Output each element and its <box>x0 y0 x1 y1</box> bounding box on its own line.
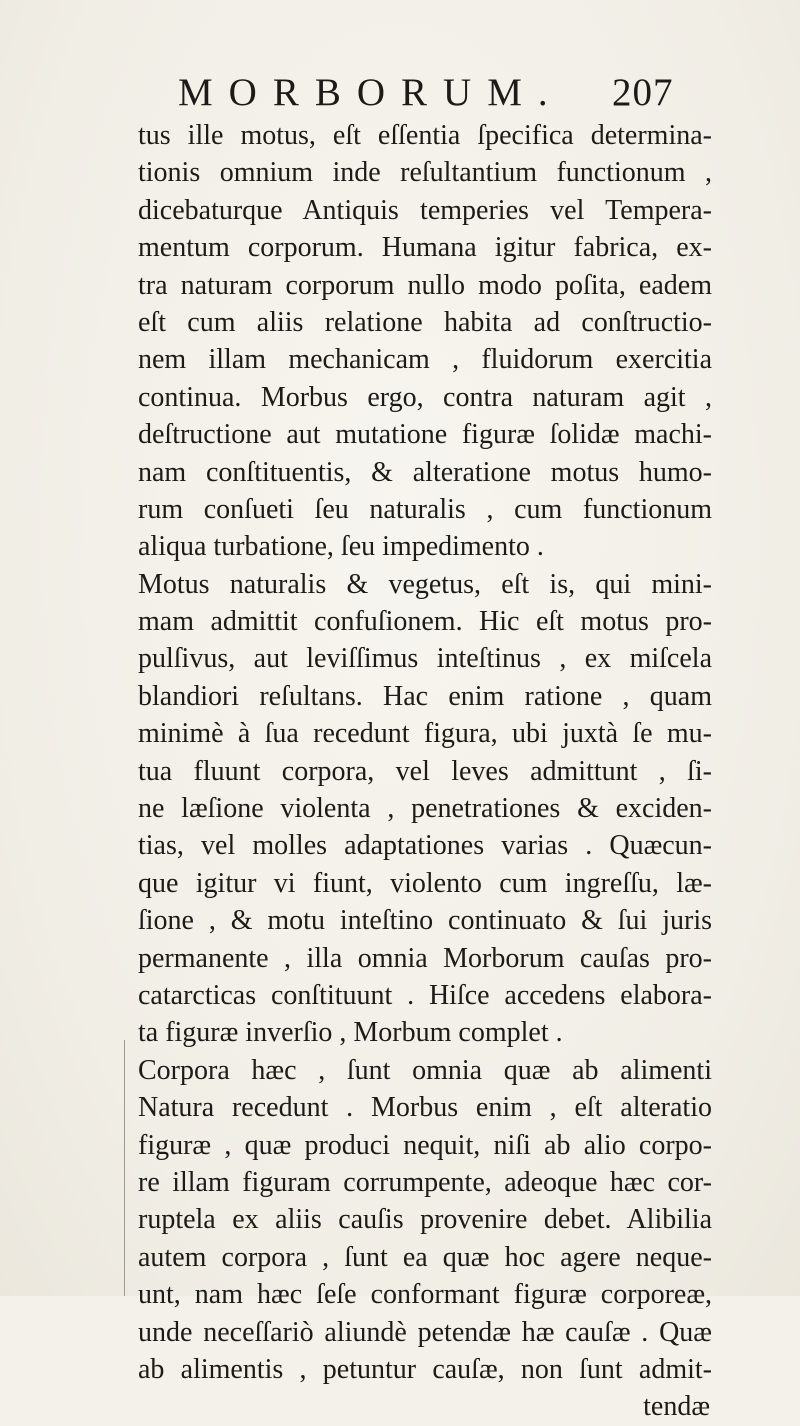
text-line: mam admittit confuſionem. Hic eſt motus pro- <box>138 606 712 638</box>
text-line: catarcticas conſtituunt . Hiſce accedens elabora- <box>138 979 712 1011</box>
text-line: tionis omnium inde reſultantium functionum , <box>138 157 712 189</box>
text-line: Natura recedunt . Morbus enim , eſt alteratio <box>138 1092 712 1124</box>
text-line: blandiori reſultans. Hac enim ratione , quam <box>138 680 712 712</box>
text-line: continua. Morbus ergo, contra naturam agit , <box>138 381 712 413</box>
text-line: eſt cum aliis relatione habita ad conſtructio- <box>138 306 712 338</box>
text-line: autem corpora , ſunt ea quæ hoc agere neque- <box>138 1241 712 1273</box>
text-line: que igitur vi fiunt, violento cum ingreſſu, læ- <box>138 867 712 899</box>
text-line: mentum corporum. Humana igitur fabrica, ex- <box>138 232 712 264</box>
text-line: permanente , illa omnia Morborum cauſas pro- <box>138 942 712 974</box>
text-line: ta figuræ inverſio , Morbum complet . <box>138 1017 563 1049</box>
text-line: aliqua turbatione, ſeu impedimento . <box>138 531 544 563</box>
text-line: deſtructione aut mutatione figuræ ſolidæ machi- <box>138 419 712 451</box>
text-line: tra naturam corporum nullo modo poſita, eadem <box>138 269 712 301</box>
text-line: tus ille motus, eſt eſſentia ſpecifica determina- <box>138 120 712 151</box>
gutter-shadow-line <box>124 1040 125 1296</box>
catchword: tendæ <box>643 1391 710 1423</box>
text-line: ſione , & motu inteſtino continuato & ſui juris <box>138 905 712 937</box>
body-text <box>138 117 712 1426</box>
text-line: ab alimentis , petuntur cauſæ, non ſunt admit- <box>138 1353 712 1385</box>
text-line: ruptela ex aliis cauſis provenire debet. Alibilia <box>138 1204 712 1236</box>
text-line: rum conſueti ſeu naturalis , cum functionum <box>138 493 712 525</box>
text-line: tias, vel molles adaptationes varias . Quæcun- <box>138 830 712 862</box>
text-line: Motus naturalis & vegetus, eſt is, qui mini- <box>138 568 712 600</box>
running-head <box>0 68 800 118</box>
text-line: pulſivus, aut leviſſimus inteſtinus , ex miſcela <box>138 643 712 675</box>
page-number: 207 <box>612 71 674 114</box>
text-line: unde neceſſariò aliundè petendæ hæ cauſæ . Quæ <box>138 1316 712 1348</box>
text-line: nam conſtituentis, & alteratione motus humo- <box>138 456 712 488</box>
text-line: dicebaturque Antiquis temperies vel Tempera- <box>138 194 712 226</box>
text-line: Corpora hæc , ſunt omnia quæ ab alimenti <box>138 1054 712 1086</box>
text-line: tua fluunt corpora, vel leves admittunt , ſi- <box>138 755 712 787</box>
text-line: nem illam mechanicam , fluidorum exercitia <box>138 344 712 376</box>
text-line: figuræ , quæ produci nequit, niſi ab alio corpo- <box>138 1129 712 1161</box>
running-title: MORBORUM. <box>178 71 564 114</box>
text-line: minimè à ſua recedunt figura, ubi juxtà ſe mu- <box>138 718 712 750</box>
text-line: re illam figuram corrumpente, adeoque hæc cor- <box>138 1166 712 1198</box>
text-line: unt, nam hæc ſeſe conformant figuræ corporeæ, <box>138 1279 712 1311</box>
text-line: ne læſione violenta , penetrationes & exciden- <box>138 793 712 825</box>
